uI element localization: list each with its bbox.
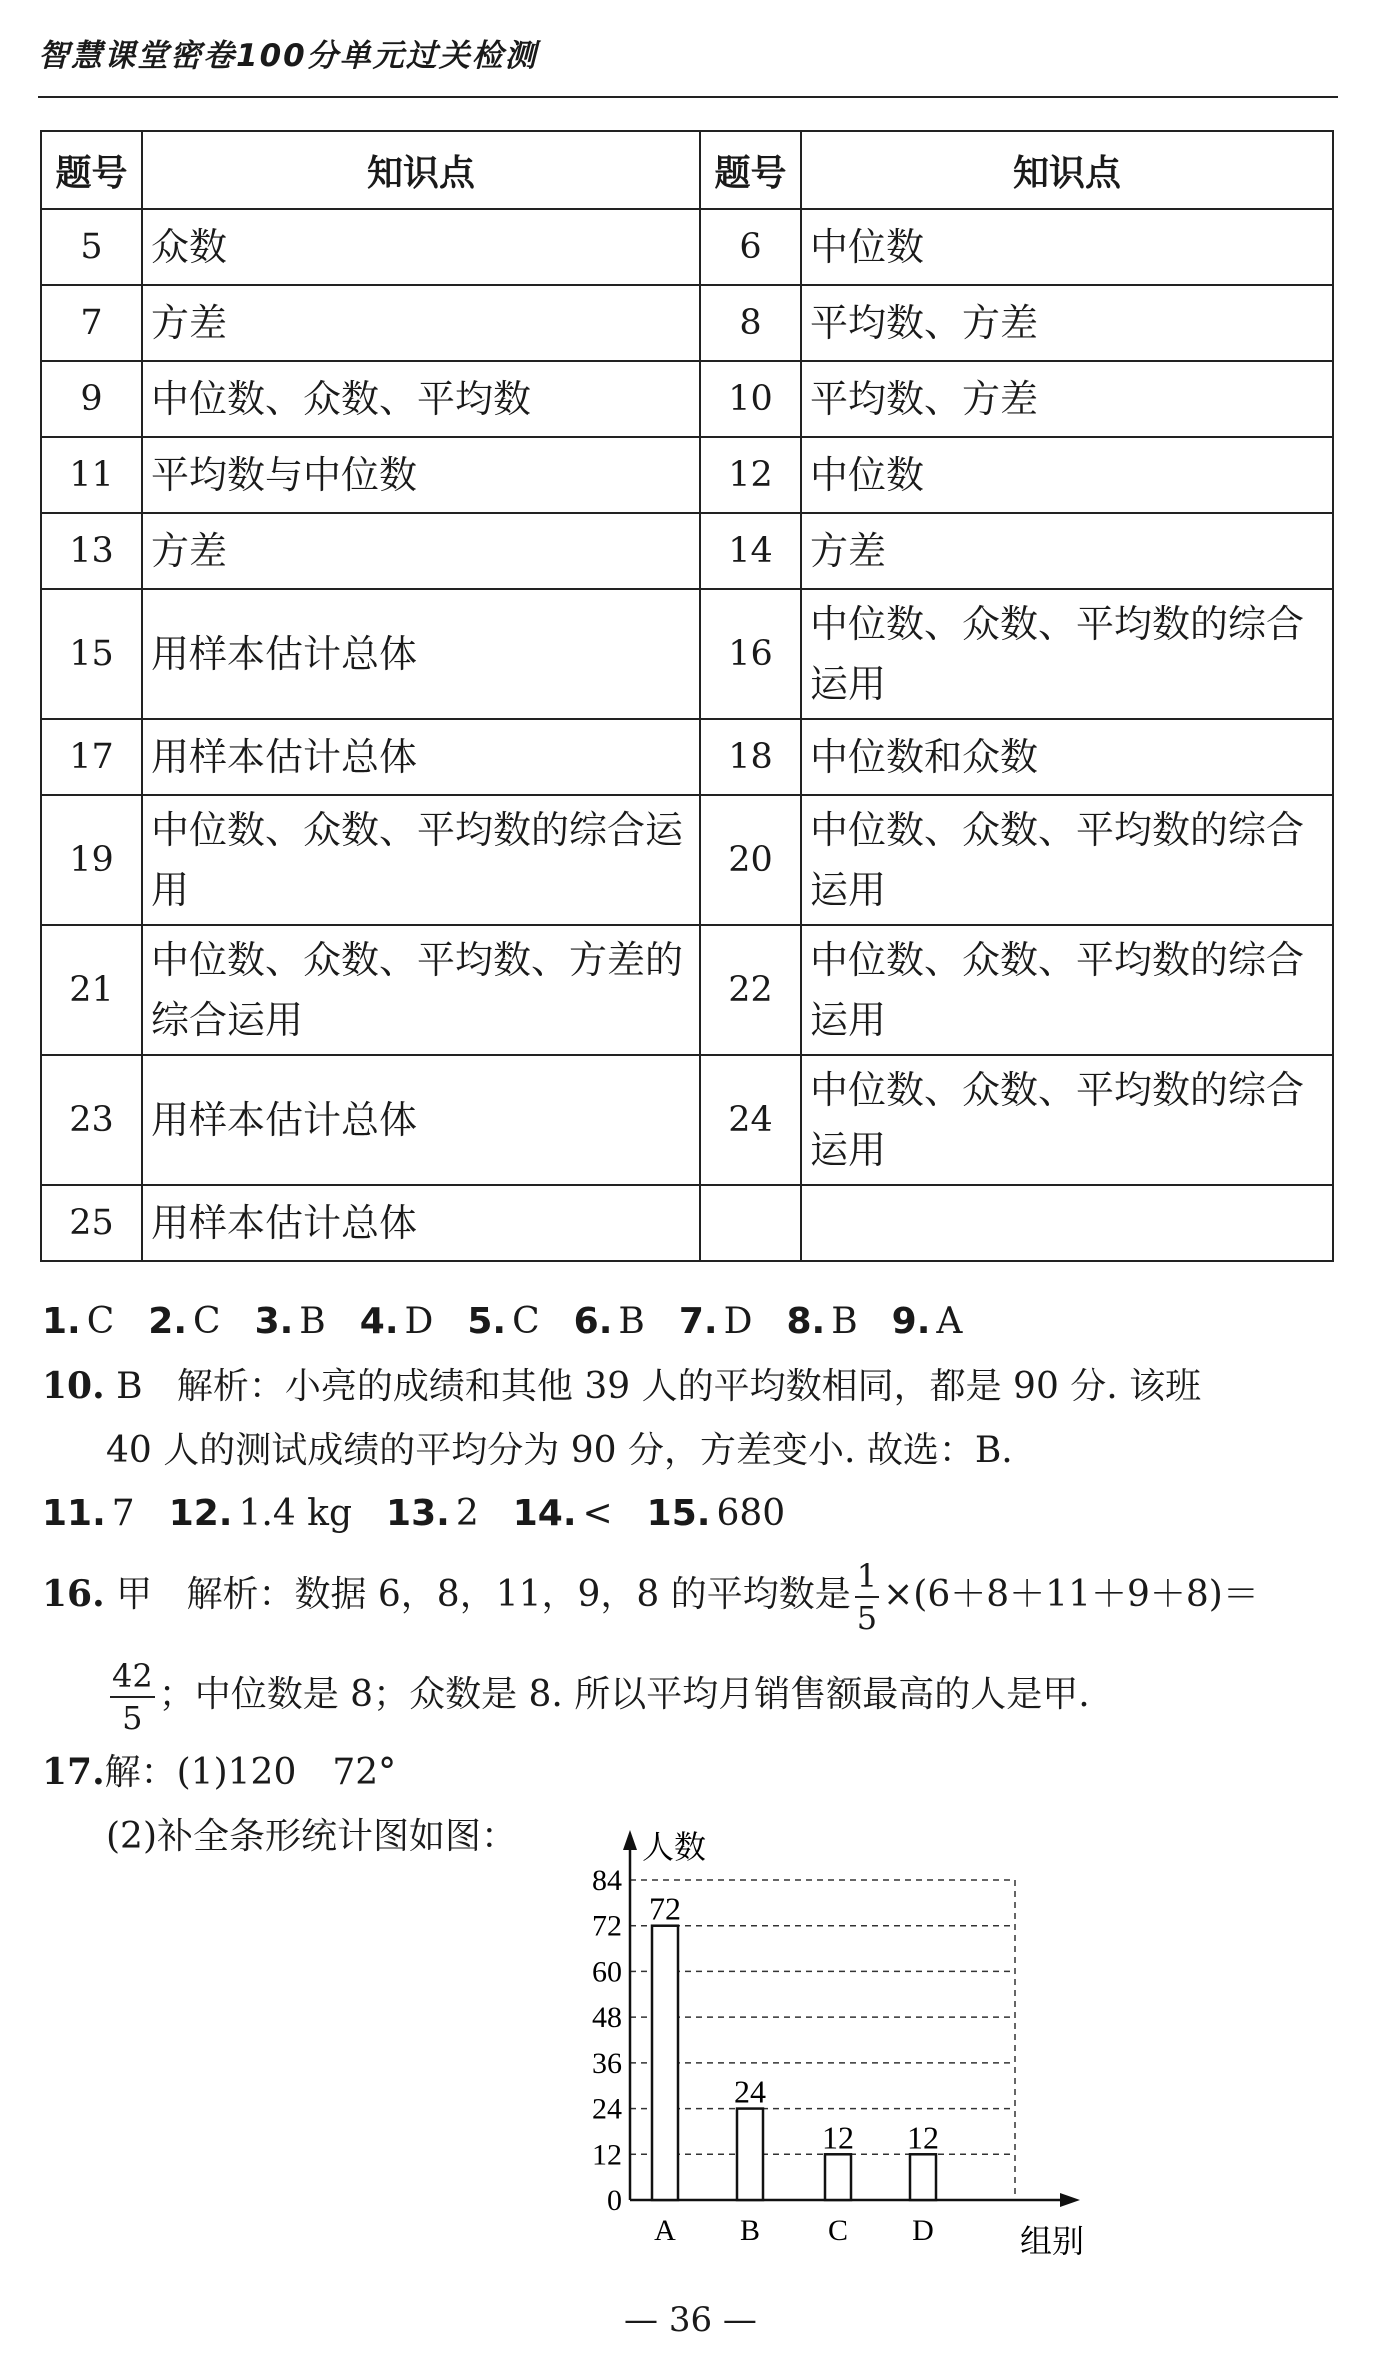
topic-cell: 用样本估计总体 [142, 1185, 700, 1261]
question-number-cell: 23 [41, 1055, 142, 1185]
topic-cell: 平均数、方差 [801, 285, 1333, 361]
question-number-cell: 21 [41, 925, 142, 1055]
answer-value: B [299, 1301, 326, 1342]
table-row [41, 437, 1333, 513]
explanation-text: 解析：小亮的成绩和其他 39 人的平均数相同，都是 90 分. 该班 [176, 1366, 1202, 1407]
answer-item [360, 1301, 434, 1342]
answer-value: A [936, 1301, 963, 1342]
answers-11-15 [42, 1482, 819, 1546]
topic-cell: 中位数、众数、平均数的综合运用 [801, 1055, 1333, 1185]
table-row [41, 1185, 1333, 1261]
question-number-cell: 17 [41, 719, 142, 795]
answer-item [169, 1493, 352, 1534]
table-header-row [41, 131, 1333, 209]
answer-item [42, 1493, 135, 1534]
question-number: 14. [512, 1493, 577, 1534]
answer-text: 解：(1)120 72° [104, 1752, 397, 1793]
topic-cell [801, 1185, 1333, 1261]
question-number-cell: 13 [41, 513, 142, 589]
y-tick-label: 24 [592, 2092, 622, 2126]
table-row [41, 209, 1333, 285]
answer-value: 7 [111, 1493, 135, 1534]
question-number-cell: 14 [700, 513, 801, 589]
answer-item [647, 1493, 786, 1534]
question-10-answer [42, 1354, 1338, 1483]
table-row [41, 795, 1333, 925]
topic-cell: 中位数 [801, 209, 1333, 285]
question-number: 9. [891, 1301, 931, 1342]
topic-cell: 方差 [801, 513, 1333, 589]
topic-cell: 平均数与中位数 [142, 437, 700, 513]
topic-cell: 中位数、众数、平均数的综合运用 [801, 589, 1333, 719]
question-number-cell: 19 [41, 795, 142, 925]
answer-value: 1.4 kg [238, 1493, 353, 1534]
question-number-cell: 9 [41, 361, 142, 437]
fraction-numerator: 42 [110, 1656, 155, 1698]
question-number-cell: 6 [700, 209, 801, 285]
header-divider [38, 96, 1338, 98]
table-row [41, 1055, 1333, 1185]
x-tick-label: D [912, 2214, 934, 2247]
table-row [41, 513, 1333, 589]
answer-value: 680 [716, 1493, 786, 1534]
table-row [41, 925, 1333, 1055]
question-number: 1. [42, 1301, 81, 1342]
question-number: 10. [42, 1365, 105, 1407]
question-number: 17. [42, 1751, 105, 1793]
y-tick-label: 12 [592, 2138, 622, 2172]
answer-item [679, 1301, 753, 1342]
question-number-cell: 25 [41, 1185, 142, 1261]
x-axis-arrow [1060, 2193, 1080, 2207]
y-tick-label: 60 [592, 1955, 622, 1989]
topic-cell: 用样本估计总体 [142, 589, 700, 719]
topic-cell: 用样本估计总体 [142, 719, 700, 795]
x-tick-label: C [827, 2214, 849, 2247]
y-tick-label: 72 [592, 1909, 622, 1943]
bar [652, 1926, 678, 2200]
fraction [855, 1556, 879, 1638]
question-number-cell: 15 [41, 589, 142, 719]
answer-item [255, 1301, 326, 1342]
question-16-answer [42, 1556, 1338, 1738]
table-row [41, 719, 1333, 795]
answer-item [42, 1301, 114, 1342]
answer-value: < [582, 1493, 613, 1534]
question-number: 3. [254, 1301, 294, 1342]
question-number-cell: 20 [700, 795, 801, 925]
question-number-cell [700, 1185, 801, 1261]
answers-1-9 [42, 1290, 996, 1354]
fraction-denominator: 5 [122, 1699, 143, 1737]
answer-choice: B [116, 1366, 143, 1407]
knowledge-point-table [40, 130, 1334, 1262]
question-number: 6. [573, 1301, 613, 1342]
question-number: 13. [386, 1493, 450, 1534]
running-header: 智慧课堂密卷100分单元过关检测 [38, 38, 538, 74]
topic-cell: 中位数、众数、平均数、方差的综合运用 [142, 925, 700, 1055]
topic-cell: 中位数、众数、平均数的综合运用 [801, 925, 1333, 1055]
fraction-denominator: 5 [856, 1599, 878, 1637]
question-number: 12. [168, 1493, 233, 1534]
bar-chart-svg [560, 1820, 1100, 2270]
question-number-cell: 10 [700, 361, 801, 437]
col-header-number: 题号 [700, 131, 801, 209]
topic-cell: 中位数、众数、平均数 [142, 361, 700, 437]
topic-cell: 用样本估计总体 [142, 1055, 700, 1185]
answer-item [574, 1301, 645, 1342]
topic-cell: 众数 [142, 209, 700, 285]
bar-chart [560, 1820, 1100, 2270]
y-tick-label: 48 [592, 2001, 622, 2035]
question-number: 11. [42, 1493, 106, 1534]
data-label: 24 [734, 2073, 766, 2110]
topic-cell: 中位数 [801, 437, 1333, 513]
data-label: 72 [649, 1890, 681, 1927]
answer-item [148, 1301, 220, 1342]
answer-item [386, 1493, 479, 1534]
answer-text: (2)补全条形统计图如图： [106, 1816, 517, 1857]
question-number: 16. [42, 1573, 105, 1615]
y-tick-label: 84 [592, 1864, 622, 1897]
explanation-text: ×(6＋8＋11＋9＋8)＝ [883, 1574, 1259, 1615]
data-label: 12 [907, 2119, 939, 2156]
answer-value: D [404, 1301, 434, 1342]
y-axis-arrow [623, 1830, 637, 1850]
bar [825, 2154, 851, 2200]
question-number: 5. [467, 1301, 507, 1342]
topic-cell: 中位数、众数、平均数的综合运用 [801, 795, 1333, 925]
question-number-cell: 18 [700, 719, 801, 795]
answer-item [892, 1301, 963, 1342]
question-number-cell: 11 [41, 437, 142, 513]
explanation-text: ；中位数是 8；众数是 8. 所以平均月销售额最高的人是甲. [158, 1674, 1090, 1715]
x-tick-label: B [739, 2214, 761, 2247]
answer-value: D [723, 1301, 753, 1342]
explanation-text: 40 人的测试成绩的平均分为 90 分，方差变小. 故选：B. [106, 1430, 1013, 1471]
y-tick-label: 36 [592, 2046, 622, 2080]
question-number: 15. [646, 1493, 711, 1534]
fraction-numerator: 1 [855, 1556, 879, 1598]
question-number-cell: 16 [700, 589, 801, 719]
page-number: — 36 — [624, 2300, 757, 2340]
col-header-number: 题号 [41, 131, 142, 209]
question-number-cell: 22 [700, 925, 801, 1055]
topic-cell: 方差 [142, 513, 700, 589]
topic-cell: 平均数、方差 [801, 361, 1333, 437]
answer-item [786, 1301, 857, 1342]
question-number-cell: 24 [700, 1055, 801, 1185]
question-number: 7. [678, 1301, 718, 1342]
table-row [41, 589, 1333, 719]
col-header-topic: 知识点 [142, 131, 700, 209]
fraction [110, 1656, 155, 1738]
answer-value: C [86, 1301, 115, 1342]
question-number: 8. [786, 1301, 826, 1342]
table-row [41, 285, 1333, 361]
question-number: 2. [148, 1301, 188, 1342]
answer-value: 2 [455, 1493, 479, 1534]
answer-item [467, 1301, 539, 1342]
table-row [41, 361, 1333, 437]
answer-value: C [193, 1301, 221, 1342]
question-number-cell: 5 [41, 209, 142, 285]
answer-value: B [618, 1301, 645, 1342]
answer-choice: 甲 [116, 1574, 153, 1615]
bar [737, 2109, 763, 2200]
explanation-text: 解析：数据 6，8，11，9，8 的平均数是 [186, 1574, 851, 1615]
topic-cell: 方差 [142, 285, 700, 361]
x-axis-label: 组别 [1020, 2222, 1085, 2260]
x-tick-label: A [654, 2214, 676, 2247]
question-number: 4. [359, 1301, 399, 1342]
col-header-topic: 知识点 [801, 131, 1333, 209]
question-number-cell: 8 [700, 285, 801, 361]
answer-value: C [512, 1301, 540, 1342]
question-number-cell: 12 [700, 437, 801, 513]
topic-cell: 中位数和众数 [801, 719, 1333, 795]
y-axis-label: 人数 [642, 1828, 707, 1866]
y-tick-label: 0 [607, 2184, 622, 2217]
question-number-cell: 7 [41, 285, 142, 361]
bar [910, 2154, 936, 2200]
data-label: 12 [822, 2119, 854, 2156]
answer-item [513, 1493, 613, 1534]
answer-value: B [831, 1301, 858, 1342]
topic-cell: 中位数、众数、平均数的综合运用 [142, 795, 700, 925]
